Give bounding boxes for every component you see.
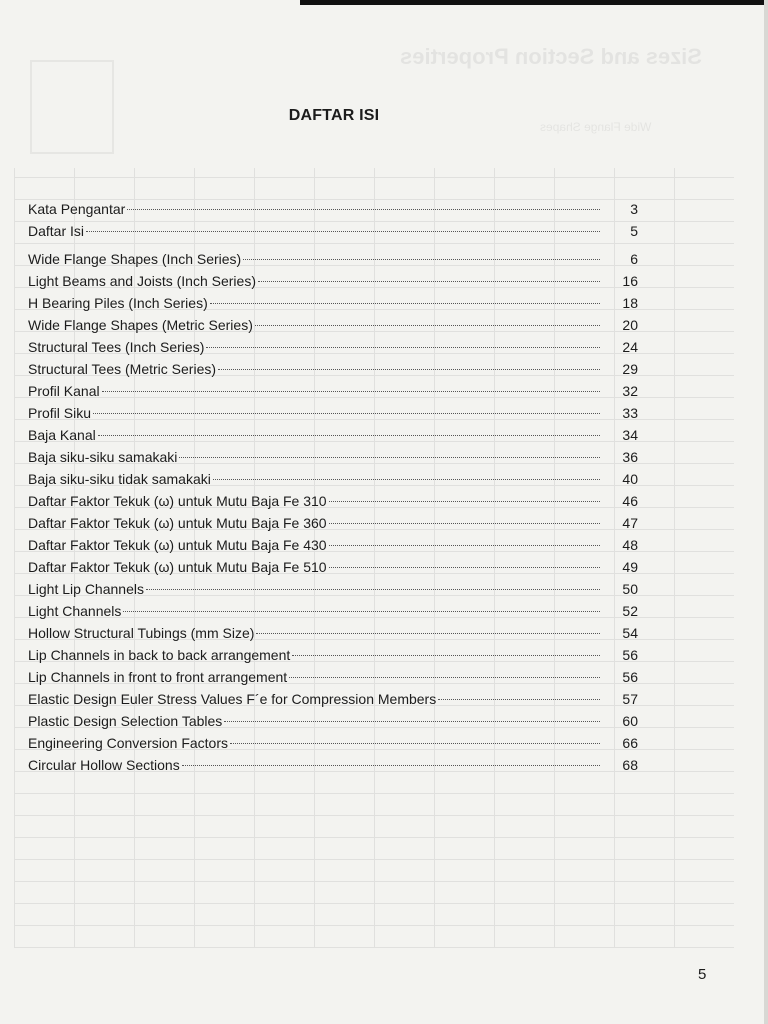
bleed-through-title: Sizes and Section Properties [400,44,702,69]
toc-entry-page: 66 [622,735,638,751]
toc-entry-page: 24 [622,339,638,355]
toc-entry [28,688,638,710]
dot-leader [182,765,600,766]
toc-entry-label: Profil Kanal [28,383,100,399]
dot-leader [230,743,600,744]
dot-leader [438,699,600,700]
toc-entry-page: 56 [622,647,638,663]
toc-entry-label: Engineering Conversion Factors [28,735,228,751]
toc-entry [28,248,638,270]
table-of-contents [28,198,638,776]
toc-entry-page: 34 [622,427,638,443]
dot-leader [102,391,600,392]
toc-entry [28,644,638,666]
toc-entry-label: Structural Tees (Inch Series) [28,339,205,355]
toc-entry-page: 33 [622,405,638,421]
toc-entry-label: Wide Flange Shapes (Metric Series) [28,317,253,333]
toc-entry [28,424,638,446]
page-edge [764,0,768,1024]
toc-entry-page: 20 [622,317,638,333]
page-number: 5 [698,966,707,983]
toc-entry-label: Circular Hollow Sections [28,757,180,773]
dot-leader [224,721,600,722]
toc-entry-page: 18 [622,295,638,311]
toc-entry-page: 6 [630,251,638,267]
dot-leader [329,545,600,546]
dot-leader [255,325,600,326]
toc-entry [28,336,638,358]
dot-leader [243,259,600,260]
toc-entry-label: Baja Kanal [28,427,96,443]
dot-leader [329,523,600,524]
toc-entry-label: Daftar Faktor Tekuk (ω) untuk Mutu Baja Fe 430 [28,537,327,553]
toc-entry-label: Kata Pengantar [28,201,126,217]
toc-entry-label: Baja siku-siku samakaki [28,449,178,465]
toc-entry [28,490,638,512]
toc-entry-label: Plastic Design Selection Tables [28,713,223,729]
toc-entry-label: Baja siku-siku tidak samakaki [28,471,211,487]
dot-leader [213,479,600,480]
toc-entry-label: Daftar Faktor Tekuk (ω) untuk Mutu Baja Fe 510 [28,559,327,575]
toc-entry-page: 48 [622,537,638,553]
toc-entry-label: Elastic Design Euler Stress Values F´e for Compression Members [28,691,437,707]
toc-entry-label: Daftar Isi [28,223,85,239]
toc-entry [28,220,638,242]
dot-leader [329,501,600,502]
toc-entry-label: Lip Channels in back to back arrangement [28,647,291,663]
dot-leader [258,281,600,282]
dot-leader [218,369,600,370]
toc-entry [28,622,638,644]
toc-entry-page: 29 [622,361,638,377]
toc-entry [28,314,638,336]
toc-entry [28,710,638,732]
dot-leader [93,413,600,414]
dot-leader [289,677,600,678]
toc-entry [28,534,638,556]
toc-entry-label: Profil Siku [28,405,92,421]
toc-entry-page: 46 [622,493,638,509]
toc-entry-page: 47 [622,515,638,531]
toc-entry-label: Structural Tees (Metric Series) [28,361,217,377]
toc-entry-page: 57 [622,691,638,707]
toc-entry-label: Light Beams and Joists (Inch Series) [28,273,256,289]
toc-entry [28,380,638,402]
dot-leader [179,457,600,458]
toc-entry-label: Light Channels [28,603,122,619]
toc-entry-page: 54 [622,625,638,641]
toc-entry [28,578,638,600]
toc-entry-page: 5 [630,223,638,239]
dot-leader [210,303,600,304]
toc-entry-label: Wide Flange Shapes (Inch Series) [28,251,242,267]
toc-entry-label: Lip Channels in front to front arrangement [28,669,288,685]
toc-entry-page: 52 [622,603,638,619]
dot-leader [256,633,600,634]
toc-entry [28,270,638,292]
toc-entry-page: 56 [622,669,638,685]
toc-entry-page: 68 [622,757,638,773]
toc-entry-page: 3 [630,201,638,217]
toc-entry [28,556,638,578]
top-edge-bar [300,0,768,5]
toc-entry-page: 40 [622,471,638,487]
toc-entry [28,292,638,314]
toc-entry-label: Hollow Structural Tubings (mm Size) [28,625,255,641]
toc-entry [28,198,638,220]
dot-leader [127,209,600,210]
toc-entry [28,402,638,424]
toc-entry-label: Daftar Faktor Tekuk (ω) untuk Mutu Baja Fe 360 [28,515,327,531]
toc-entry-page: 50 [622,581,638,597]
toc-entry [28,754,638,776]
toc-entry-page: 49 [622,559,638,575]
toc-entry-label: Daftar Faktor Tekuk (ω) untuk Mutu Baja Fe 310 [28,493,327,509]
toc-entry [28,512,638,534]
dot-leader [146,589,600,590]
bleed-through-subtitle: Wide Flange Shapes [540,120,652,134]
toc-entry [28,468,638,490]
toc-entry-page: 36 [622,449,638,465]
dot-leader [123,611,600,612]
toc-entry [28,358,638,380]
toc-entry [28,446,638,468]
toc-entry-label: H Bearing Piles (Inch Series) [28,295,208,311]
toc-entry-page: 60 [622,713,638,729]
toc-entry [28,732,638,754]
toc-entry-page: 16 [622,273,638,289]
dot-leader [98,435,600,436]
toc-entry-page: 32 [622,383,638,399]
toc-entry [28,600,638,622]
toc-entry-label: Light Lip Channels [28,581,144,597]
dot-leader [86,231,600,232]
toc-entry [28,666,638,688]
dot-leader [329,567,600,568]
dot-leader [206,347,600,348]
page-title: DAFTAR ISI [288,107,380,124]
dot-leader [292,655,600,656]
